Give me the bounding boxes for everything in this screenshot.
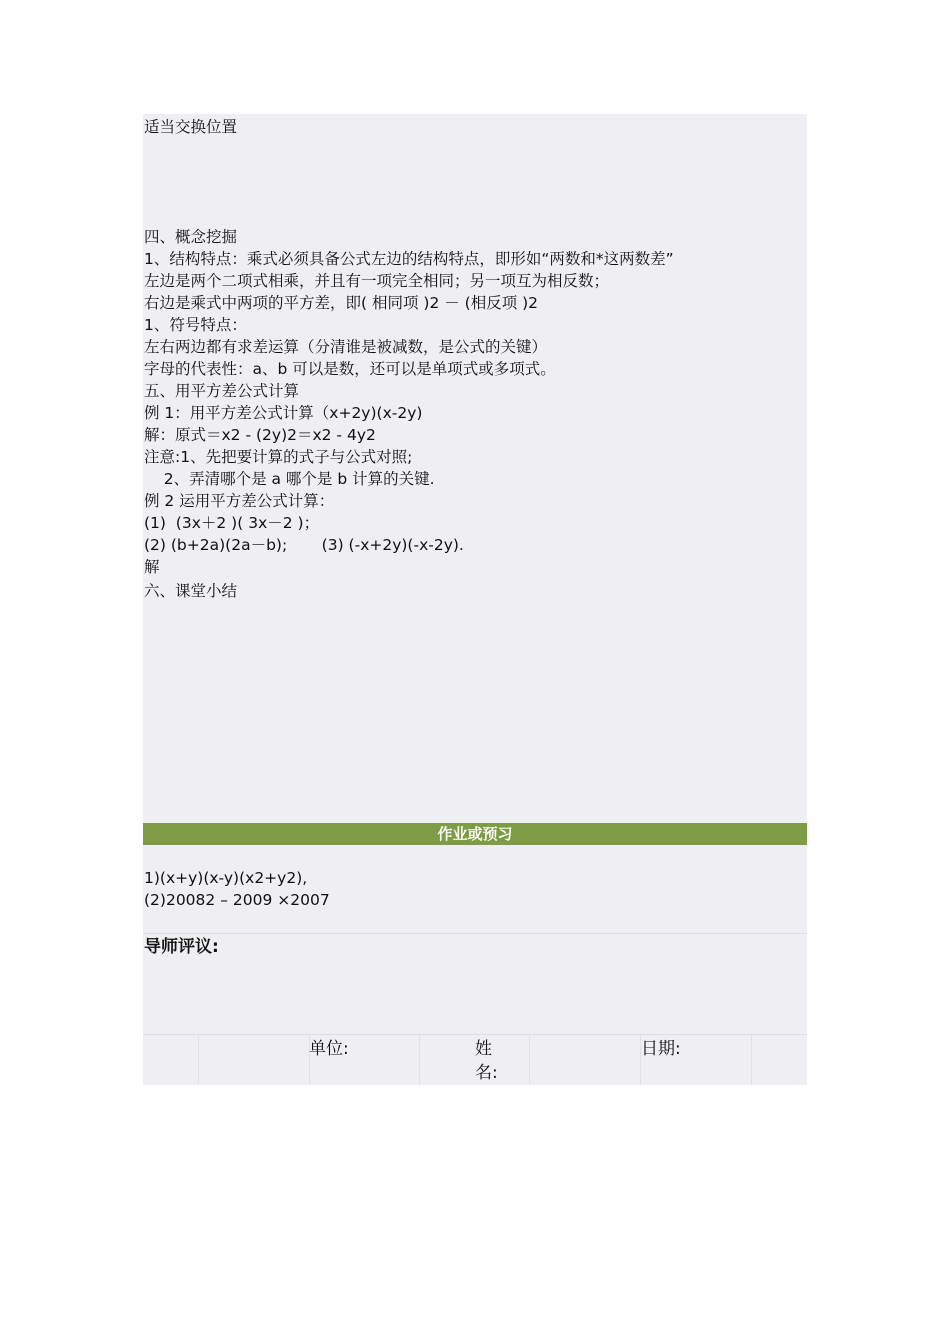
review-title: 导师评议: <box>144 937 219 957</box>
section-heading: 六、课堂小结 <box>144 582 238 600</box>
text-line: 注意:1、先把要计算的式子与公式对照; <box>144 448 413 466</box>
text-line: 右边是乘式中两项的平方差，即( 相同项 )2 － (相反项 )2 <box>144 294 539 312</box>
lesson-content <box>143 114 807 823</box>
text-line: 适当交换位置 <box>144 118 238 136</box>
section-heading: 五、用平方差公式计算 <box>144 382 300 400</box>
text-line: 2、弄清哪个是 a 哪个是 b 计算的关键. <box>144 470 435 488</box>
footer-cell <box>143 1035 199 1085</box>
text-line: 1、符号特点： <box>144 316 247 334</box>
text-line: 解：原式＝x2 - (2y)2＝x2 - 4y2 <box>144 426 376 444</box>
signature-footer <box>143 1035 807 1085</box>
text-line: 解 <box>144 558 160 576</box>
date-label: 日期: <box>641 1039 681 1059</box>
unit-label: 单位: <box>309 1039 349 1059</box>
lesson-content-panel <box>143 114 807 823</box>
homework-banner: 作业或预习 <box>143 823 807 845</box>
text-line: 例 2 运用平方差公式计算： <box>144 492 335 510</box>
homework-panel <box>143 845 807 933</box>
footer-cell <box>198 1035 310 1085</box>
name-label-cont: 名: <box>475 1063 498 1083</box>
text-line: 例 1：用平方差公式计算（x+2y)(x-2y) <box>144 404 423 422</box>
text-line: 1、结构特点：乘式必须具备公式左边的结构特点，即形如“两数和*这两数差” <box>144 250 674 268</box>
text-line: 左边是两个二项式相乘，并且有一项完全相同；另一项互为相反数； <box>144 272 610 290</box>
name-label: 姓 <box>475 1039 492 1059</box>
text-line: 左右两边都有求差运算（分清谁是被减数，是公式的关键） <box>144 338 548 356</box>
review-panel <box>143 934 807 1034</box>
homework-line: (2)20082 – 2009 ×2007 <box>144 891 330 909</box>
text-line: 字母的代表性：a、b 可以是数，还可以是单项式或多项式。 <box>144 360 556 378</box>
text-line: (1) (3x＋2 )( 3x－2 )； <box>144 514 320 532</box>
footer-cell <box>529 1035 641 1085</box>
section-heading: 四、概念挖掘 <box>144 228 238 246</box>
homework-line: 1)(x+y)(x-y)(x2+y2), <box>144 869 308 887</box>
text-line: (2) (b+2a)(2a－b); (3) (-x+2y)(-x-2y). <box>144 536 464 554</box>
